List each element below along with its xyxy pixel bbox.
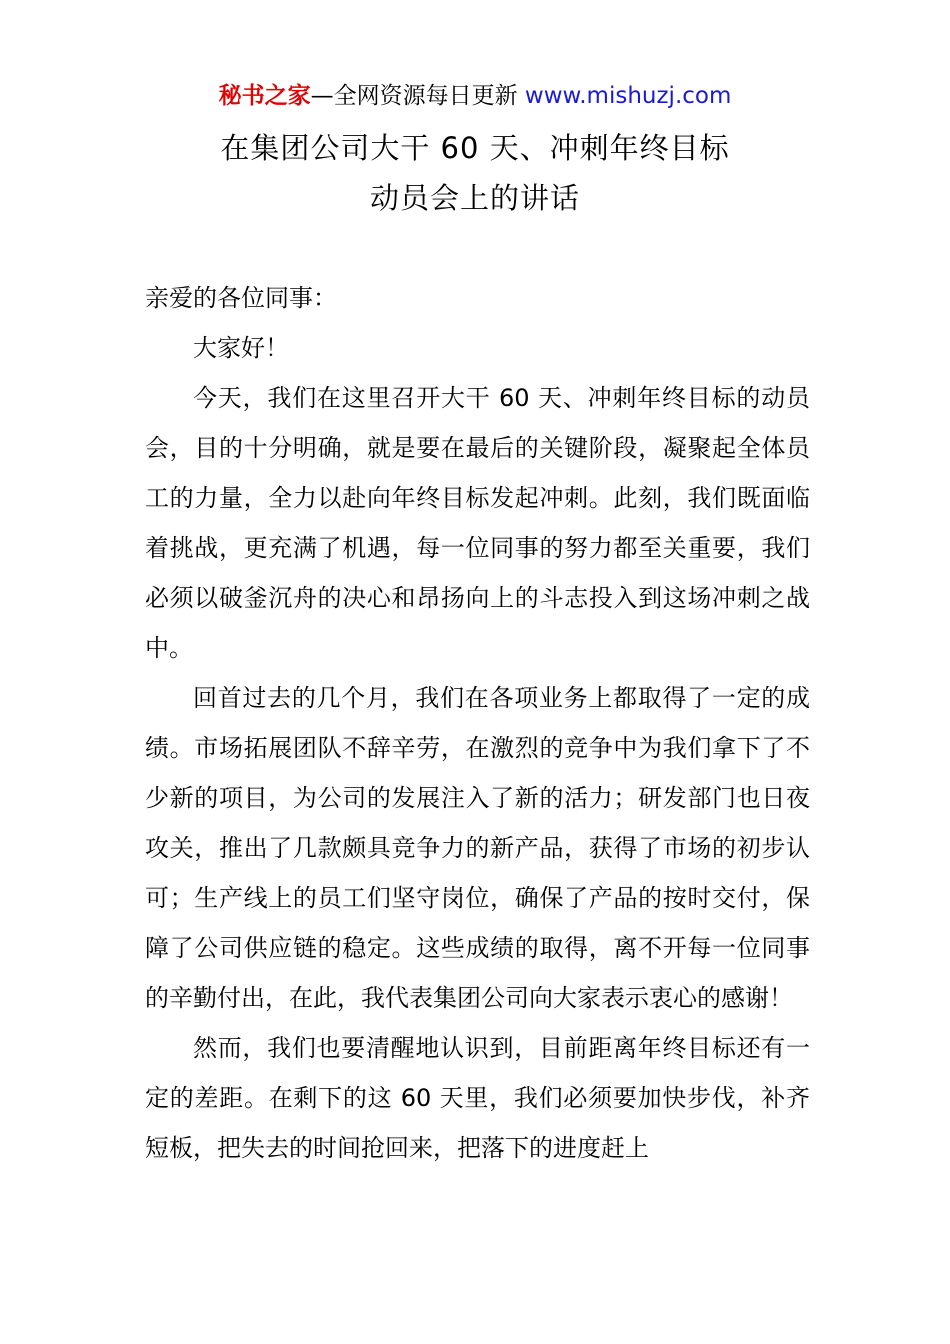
paragraph-opening: 今天，我们在这里召开大干 60 天、冲刺年终目标的动员会，目的十分明确，就是要在最后的关键阶段，凝聚起全体员工的力量，全力以赴向年终目标发起冲刺。此刻，我们既面临着挑战，更充满了机遇，每一位同事的努力都至关重要，我们必须以破釜沉舟的决心和昂扬向上的斗志投入到这场冲刺之战中。 xyxy=(145,384,810,662)
paragraph-review: 回首过去的几个月，我们在各项业务上都取得了一定的成绩。市场拓展团队不辞辛劳，在激烈的竞争中为我们拿下了不少新的项目，为公司的发展注入了新的活力；研发部门也日夜攻关，推出了几款颇具竞争力的新产品，获得了市场的初步认可；生产线上的员工们坚守岗位，确保了产品的按时交付，保障了公司供应链的稳定。这些成绩的取得，离不开每一位同事的辛勤付出，在此，我代表集团公司向大家表示衷心的感谢！ xyxy=(145,684,810,1012)
speech-body xyxy=(145,323,810,1173)
document-title-line-1: 在集团公司大干 60 天、冲刺年终目标 xyxy=(220,131,730,165)
site-header xyxy=(0,80,950,112)
document-title-line-2: 动员会上的讲话 xyxy=(369,181,580,215)
paragraph-greeting: 大家好！ xyxy=(193,334,289,362)
header-tagline: —全网资源每日更新 xyxy=(310,83,518,109)
site-url-link[interactable]: www.mishuzj.com xyxy=(524,83,732,109)
brand-name: 秘书之家 xyxy=(218,83,311,109)
salutation: 亲爱的各位同事： xyxy=(145,284,337,312)
paragraph-challenge: 然而，我们也要清醒地认识到，目前距离年终目标还有一定的差距。在剩下的这 60 天里，我们必须要加快步伐，补齐短板，把失去的时间抢回来，把落下的进度赶上 xyxy=(145,1034,810,1162)
